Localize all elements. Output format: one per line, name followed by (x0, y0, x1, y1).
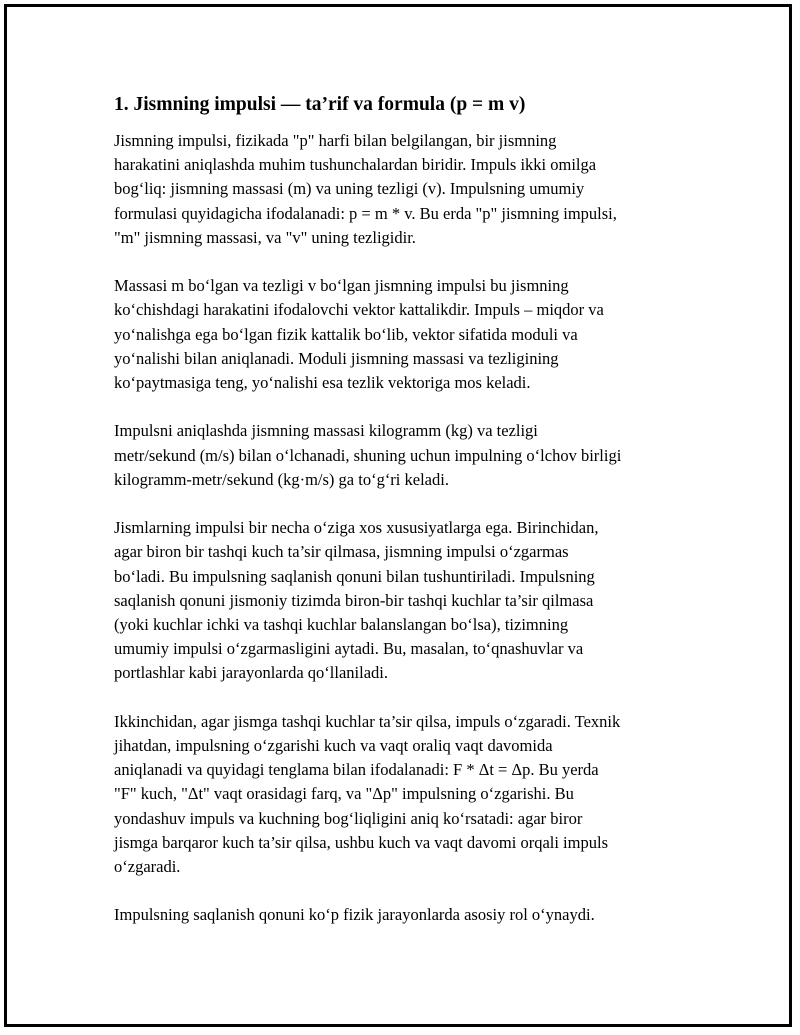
text-line: Impulsning saqlanish qonuni ko‘p fizik jarayonlarda asosiy rol o‘ynaydi. (114, 905, 595, 925)
paragraphs-container (114, 129, 694, 928)
text-line: ko‘paytmasiga teng, yo‘nalishi esa tezlik vektoriga mos keladi. (114, 373, 531, 393)
paragraph (114, 710, 694, 879)
text-line: o‘zgaradi. (114, 857, 181, 877)
text-line: umumiy impulsi o‘zgarmasligini aytadi. Bu, masalan, to‘qnashuvlar va (114, 639, 584, 659)
text-line: (yoki kuchlar ichki va tashqi kuchlar balanslangan bo‘lsa), tizimning (114, 615, 569, 635)
text-line: bog‘liq: jismning massasi (m) va uning tezligi (v). Impulsning umumiy (114, 179, 585, 199)
text-line: yo‘nalishi bilan aniqlanadi. Moduli jismning massasi va tezligining (114, 348, 559, 368)
paragraph (114, 419, 694, 492)
text-line: Impulsni aniqlashda jismning massasi kilogramm (kg) va tezligi (114, 421, 538, 441)
paragraph (114, 903, 694, 927)
paragraph (114, 274, 694, 395)
text-line: bo‘ladi. Bu impulsning saqlanish qonuni bilan tushuntiriladi. Impulsning (114, 566, 595, 586)
document-content (114, 92, 694, 952)
text-line: Jismlarning impulsi bir necha o‘ziga xos xususiyatlarga ega. Birinchidan, (114, 518, 599, 538)
text-line: Massasi m bo‘lgan va tezligi v bo‘lgan jismning impulsi bu jismning (114, 276, 569, 296)
text-line: Jismning impulsi, fizikada "p" harfi bilan belgilangan, bir jismning (114, 131, 557, 150)
text-line: harakatini aniqlashda muhim tushunchalardan biridir. Impuls ikki omilga (114, 155, 597, 175)
text-line: ko‘chishdagi harakatini ifodalovchi vektor kattalikdir. Impuls – miqdor va (114, 300, 604, 320)
text-line: metr/sekund (m/s) bilan o‘lchanadi, shuning uchun impulning o‘lchov birligi (114, 445, 622, 465)
text-line: yo‘nalishga ega bo‘lgan fizik kattalik bo‘lib, vektor sifatida moduli va (114, 324, 578, 344)
text-line: "F" kuch, "Δt" vaqt orasidagi farq, va "Δp" impulsning o‘zgarishi. Bu (114, 784, 574, 804)
text-line: kilogramm-metr/sekund (kg·m/s) ga to‘g‘ri keladi. (114, 469, 449, 489)
text-line: aniqlanadi va quyidagi tenglama bilan ifodalanadi: F * Δt = Δp. Bu yerda (114, 760, 599, 780)
section-title: 1. Jismning impulsi — ta’rif va formula (p = m v) (114, 94, 526, 115)
paragraph (114, 129, 694, 250)
text-line: Ikkinchidan, agar jismga tashqi kuchlar ta’sir qilsa, impuls o‘zgaradi. Texnik (114, 711, 621, 731)
text-line: yondashuv impuls va kuchning bog‘liqligini aniq ko‘rsatadi: agar biror (114, 808, 583, 828)
text-line: jismga barqaror kuch ta’sir qilsa, ushbu kuch va vaqt davomi orqali impuls (114, 832, 608, 852)
text-line: portlashlar kabi jarayonlarda qo‘llaniladi. (114, 663, 388, 683)
text-line: formulasi quyidagicha ifodalanadi: p = m * v. Bu erda "p" jismning impulsi, (114, 203, 617, 223)
text-line: jihatdan, impulsning o‘zgarishi kuch va vaqt oraliq vaqt davomida (114, 736, 553, 756)
text-line: agar biron bir tashqi kuch ta’sir qilmasa, jismning impulsi o‘zgarmas (114, 542, 569, 562)
text-line: "m" jismning massasi, va "v" uning tezligidir. (114, 227, 416, 247)
paragraph (114, 516, 694, 685)
text-line: saqlanish qonuni jismoniy tizimda biron-bir tashqi kuchlar ta’sir qilmasa (114, 590, 594, 610)
